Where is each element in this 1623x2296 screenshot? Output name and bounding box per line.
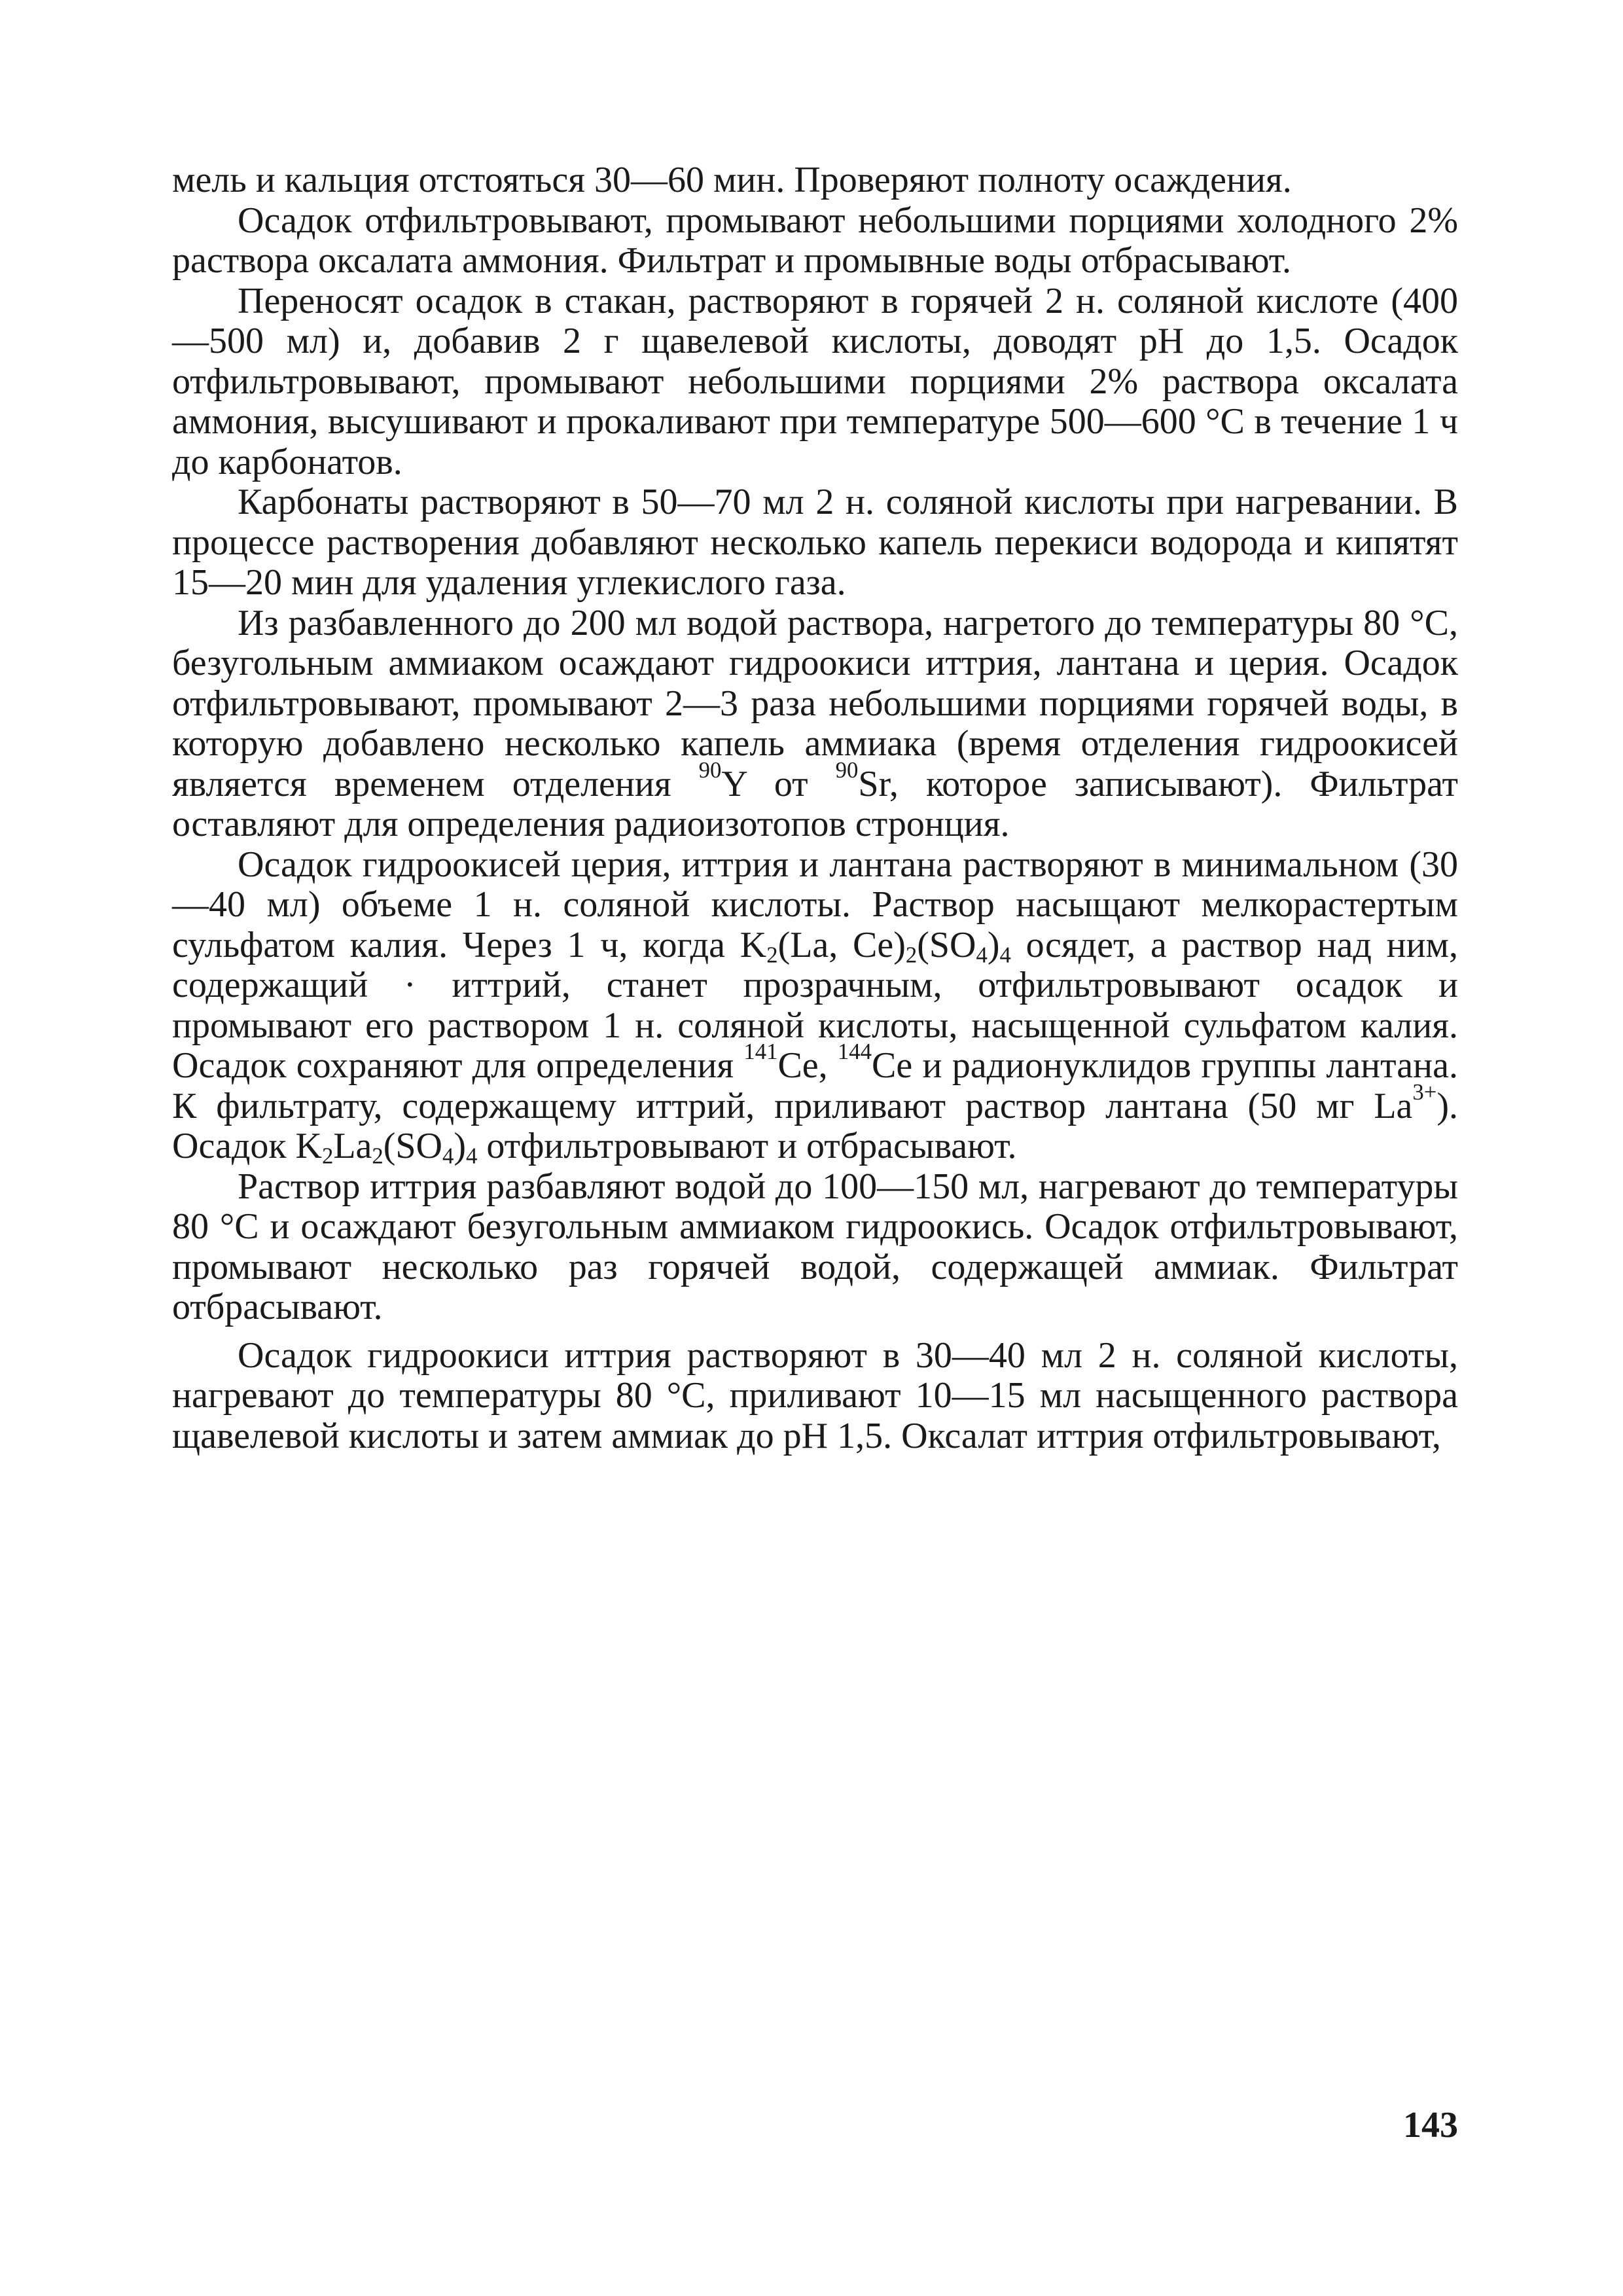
subscript: 4: [976, 942, 988, 968]
text-run: осядет, а раствор над ним, содержащий · иттрий, станет прозрачным, отфильтровывают осадок и промывают его раствором 1 н. соляной кислоты, насыщенной сульфатом калия. Осадок сохраняют для определения: [172, 924, 1458, 1086]
superscript: 3+: [1412, 1079, 1437, 1105]
subscript: 2: [766, 942, 778, 968]
paragraph-8: Осадок гидроокиси иттрия растворяют в 30—40 мл 2 н. соляной кислоты, нагревают до температуры 80 °С, приливают 10—15 мл насыщенного раствора щавелевой кислоты и затем аммиак до pH 1,5. Оксалат иттрия отфильтровывают,: [172, 1335, 1458, 1456]
text-run: Из разбавленного до 200 мл водой раствора, нагретого до температуры 80 °С, безугольным аммиаком осаждают гидроокиси иттрия, лантана и церия. Осадок отфильтровывают, промывают 2—3 раза небольшими порциями горячей воды, в которую добавлено несколько капель аммиака (время отделения гидроокисей является временем отделения: [172, 602, 1458, 804]
paragraph-4: Карбонаты растворяют в 50—70 мл 2 н. соляной кислоты при нагревании. В процессе растворения добавляют несколько капель перекиси водорода и кипятят 15—20 мин для удаления углекислого газа.: [172, 482, 1458, 603]
subscript: 2: [321, 1143, 334, 1169]
paragraph-7: Раствор иттрия разбавляют водой до 100—150 мл, нагревают до температуры 80 °С и осаждают безугольным аммиаком гидроокись. Осадок отфильтровывают, промывают несколько раз горячей водой, содержащей аммиак. Фильтрат отбрасывают.: [172, 1166, 1458, 1327]
text-run: (SO: [383, 1126, 442, 1166]
paragraph-5: [172, 603, 1458, 845]
text-run: La: [333, 1126, 372, 1166]
text-run: (SO: [917, 924, 976, 965]
page-body: [172, 160, 1458, 1456]
text-run: ). Осадок K: [172, 1085, 1458, 1166]
text-run: отфильтровывают и отбрасывают.: [477, 1126, 1017, 1166]
subscript: 4: [442, 1143, 454, 1169]
paragraph-1: мель и кальция отстояться 30—60 мин. Проверяют полноту осаждения.: [172, 160, 1292, 200]
paragraph-2: Осадок отфильтровывают, промывают небольшими порциями холодного 2% раствора оксалата аммония. Фильтрат и промывные воды отбрасывают.: [172, 200, 1458, 281]
subscript: 4: [466, 1143, 478, 1169]
superscript: 144: [837, 1039, 872, 1065]
text-run: Sr, которое записывают). Фильтрат оставляют для определения радиоизотопов стронция.: [172, 763, 1458, 844]
superscript: 90: [835, 757, 859, 783]
text-run: Осадок гидроокисей церия, иттрия и лантана растворяют в минимальном (30—40 мл) объеме 1 н. соляной кислоты. Раствор насыщают мелкорастертым сульфатом калия. Через 1 ч, когда K: [172, 844, 1458, 965]
page-number: 143: [1403, 2105, 1458, 2145]
paragraph-6: [172, 845, 1458, 1167]
text-run: ): [454, 1126, 467, 1166]
subscript: 4: [999, 942, 1011, 968]
subscript: 2: [905, 942, 918, 968]
text-run: Ce,: [777, 1045, 838, 1086]
text-run: ): [987, 924, 1000, 965]
paragraph-3: Переносят осадок в стакан, растворяют в горячей 2 н. соляной кислоте (400—500 мл) и, добавив 2 г щавелевой кислоты, доводят pH до 1,5. Осадок отфильтровывают, промывают небольшими порциями 2% раствора оксалата аммония, высушивают и прокаливают при температуре 500—600 °С в течение 1 ч до карбонатов.: [172, 280, 1458, 482]
subscript: 2: [372, 1143, 383, 1169]
text-run: Ce и радионуклидов группы лантана. К фильтрату, содержащему иттрий, приливают раствор лантана (50 мг La: [172, 1045, 1458, 1126]
text-run: Y от: [721, 763, 836, 804]
superscript: 141: [743, 1039, 778, 1065]
text-run: (La, Ce): [777, 924, 906, 965]
superscript: 90: [698, 757, 722, 783]
